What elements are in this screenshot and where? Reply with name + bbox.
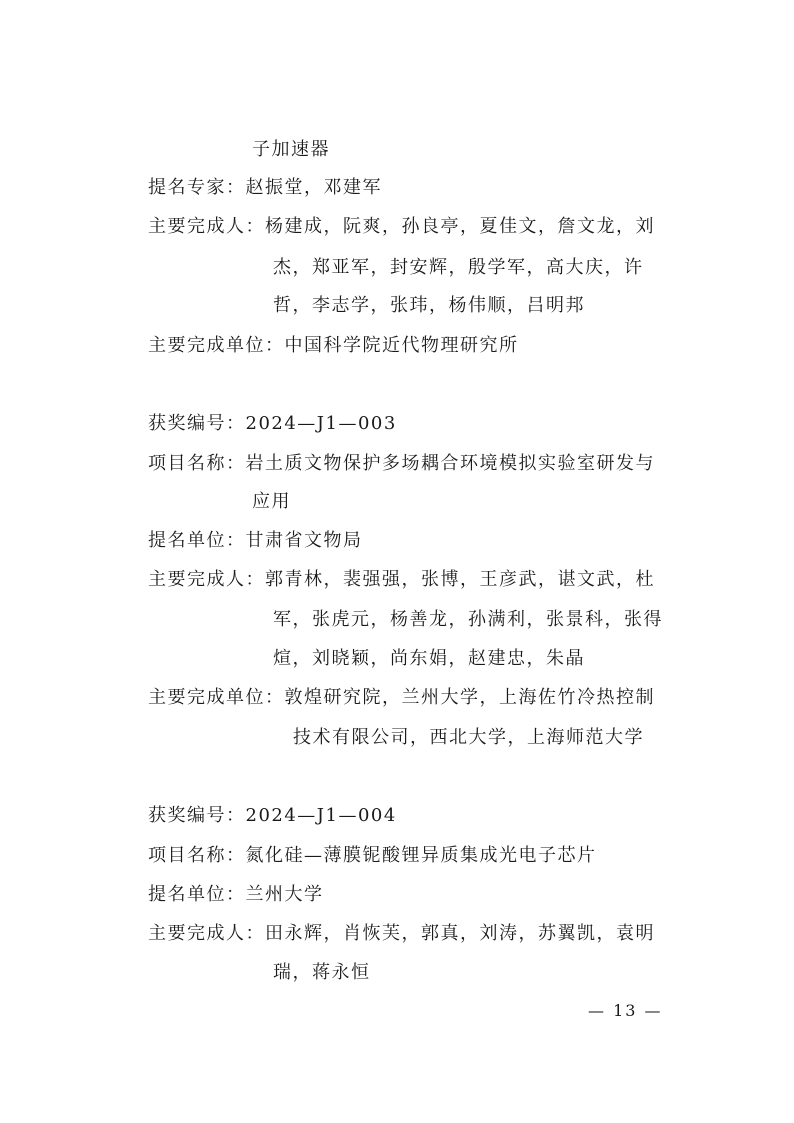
award-number: 获奖编号：2024—J1—004 <box>148 805 397 826</box>
nominator-unit: 提名单位：兰州大学 <box>148 884 324 905</box>
nominator-experts: 提名专家：赵振堂，邓建军 <box>148 177 382 198</box>
main-persons-line-2: 杰，郑亚军，封安辉，殷学军，高大庆，许 <box>273 257 644 278</box>
main-persons-line-1: 主要完成人：郭青林，裴强强，张博，王彦武，谌文武，杜 <box>148 569 655 590</box>
project-name-line-1: 项目名称：岩土质文物保护多场耦合环境模拟实验室研发与 <box>148 453 655 474</box>
main-persons-line-1: 主要完成人：杨建成，阮爽，孙良亭，夏佳文，詹文龙，刘 <box>148 216 655 237</box>
main-units-line-2: 技术有限公司，西北大学，上海师范大学 <box>293 727 644 748</box>
nominator-unit: 提名单位：甘肃省文物局 <box>148 530 363 551</box>
main-persons-line-1: 主要完成人：田永辉，肖恢芙，郭真，刘涛，苏翼凯，袁明 <box>148 923 655 944</box>
main-persons-line-3: 煊，刘晓颖，尚东娟，赵建忠，朱晶 <box>273 648 585 669</box>
main-units-line-1: 主要完成单位：中国科学院近代物理研究所 <box>148 335 519 356</box>
project-name-line-1: 项目名称：氮化硅—薄膜铌酸锂异质集成光电子芯片 <box>148 845 597 866</box>
page-number: — 13 — <box>588 1001 663 1020</box>
project-name-line-2: 应用 <box>252 491 291 512</box>
main-persons-line-2: 军，张虎元，杨善龙，孙满利，张景科，张得 <box>273 609 663 630</box>
main-persons-line-3: 哲，李志学，张玮，杨伟顺，吕明邦 <box>273 295 585 316</box>
main-units-line-1: 主要完成单位：敦煌研究院，兰州大学，上海佐竹冷热控制 <box>148 687 655 708</box>
main-persons-line-2: 瑞，蒋永恒 <box>273 962 371 983</box>
project-name-continuation: 子加速器 <box>252 139 330 160</box>
award-number: 获奖编号：2024—J1—003 <box>148 413 397 434</box>
